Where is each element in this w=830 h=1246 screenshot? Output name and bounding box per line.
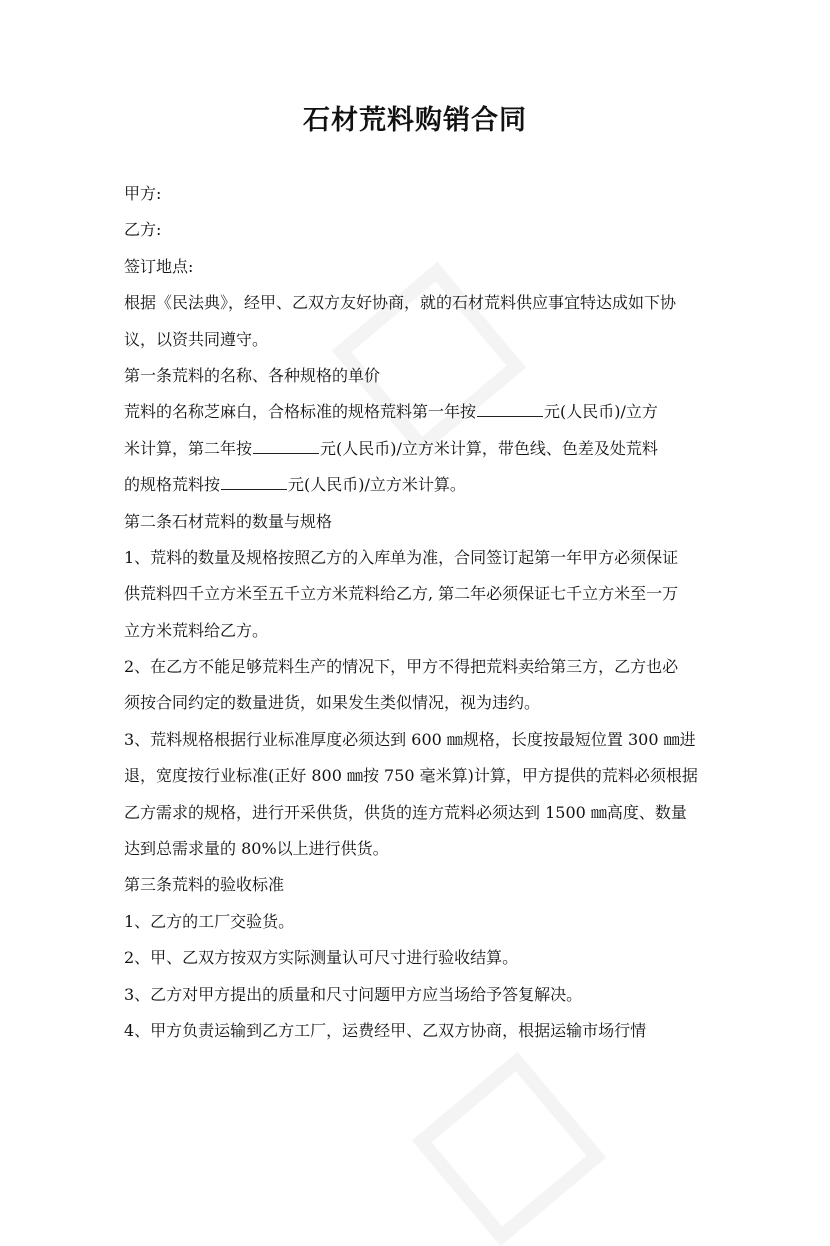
text: 的规格荒料按 [124, 475, 221, 495]
body-line: 4、甲方负责运输到乙方工厂，运费经甲、乙双方协商，根据运输市场行情 [124, 1020, 647, 1040]
signing-place-line: 签订地点: [124, 256, 194, 276]
text: 元(人民币)/立方米计算。 [288, 475, 466, 495]
article-heading: 第三条荒料的验收标准 [124, 875, 285, 895]
blank-field[interactable] [477, 402, 543, 417]
party-a-line: 甲方: [124, 184, 162, 203]
blank-field[interactable] [253, 439, 319, 454]
party-b-line: 乙方: [124, 220, 162, 240]
price-line [124, 467, 724, 503]
text: 元(人民币)/立方米计算，带色线、色差及处荒料 [320, 438, 658, 458]
watermark [412, 1052, 606, 1246]
body-line: 1、荒料的数量及规格按照乙方的入库单为准，合同签订起第一年甲方必须保证 [124, 547, 679, 567]
body-line: 立方米荒料给乙方。 [124, 620, 269, 640]
text: 荒料的名称芝麻白，合格标准的规格荒料第一年按 [124, 402, 477, 422]
document-title: 石材荒料购销合同 [303, 105, 527, 136]
body-line: 3、乙方对甲方提出的质量和尺寸问题甲方应当场给予答复解决。 [124, 984, 583, 1004]
body-line: 达到总需求量的 80%以上进行供货。 [124, 839, 389, 859]
body-line: 2、甲、乙双方按双方实际测量认可尺寸进行验收结算。 [124, 948, 519, 968]
article-heading: 第二条石材荒料的数量与规格 [124, 511, 333, 531]
text: 元(人民币)/立方 [544, 402, 658, 422]
blank-field[interactable] [221, 475, 287, 490]
body-line: 2、在乙方不能足够荒料生产的情况下，甲方不得把荒料卖给第三方，乙方也必 [124, 657, 679, 677]
body-line: 须按合同约定的数量进货，如果发生类似情况，视为违约。 [124, 693, 541, 713]
article-heading: 第一条荒料的名称、各种规格的单价 [124, 365, 381, 385]
body-line: 乙方需求的规格，进行开采供货，供货的连方荒料必须达到 1500 ㎜高度、数量 [124, 802, 687, 822]
body-line: 3、荒料规格根据行业标准厚度必须达到 600 ㎜规格，长度按最短位置 300 ㎜进 [124, 729, 696, 749]
document-body [124, 176, 724, 1049]
preamble-line: 议，以资共同遵守。 [124, 329, 269, 349]
price-line [124, 394, 724, 430]
body-line: 1、乙方的工厂交验货。 [124, 911, 295, 931]
preamble-line: 根据《民法典》，经甲、乙双方友好协商，就的石材荒料供应事宜特达成如下协 [124, 293, 677, 313]
body-line: 退，宽度按行业标准(正好 800 ㎜按 750 毫米算)计算，甲方提供的荒料必须根据 [124, 766, 698, 786]
text: 米计算，第二年按 [124, 438, 253, 458]
price-line [124, 431, 724, 467]
body-line: 供荒料四千立方米至五千立方米荒料给乙方, 第二年必须保证七千立方米至一万 [124, 584, 679, 604]
